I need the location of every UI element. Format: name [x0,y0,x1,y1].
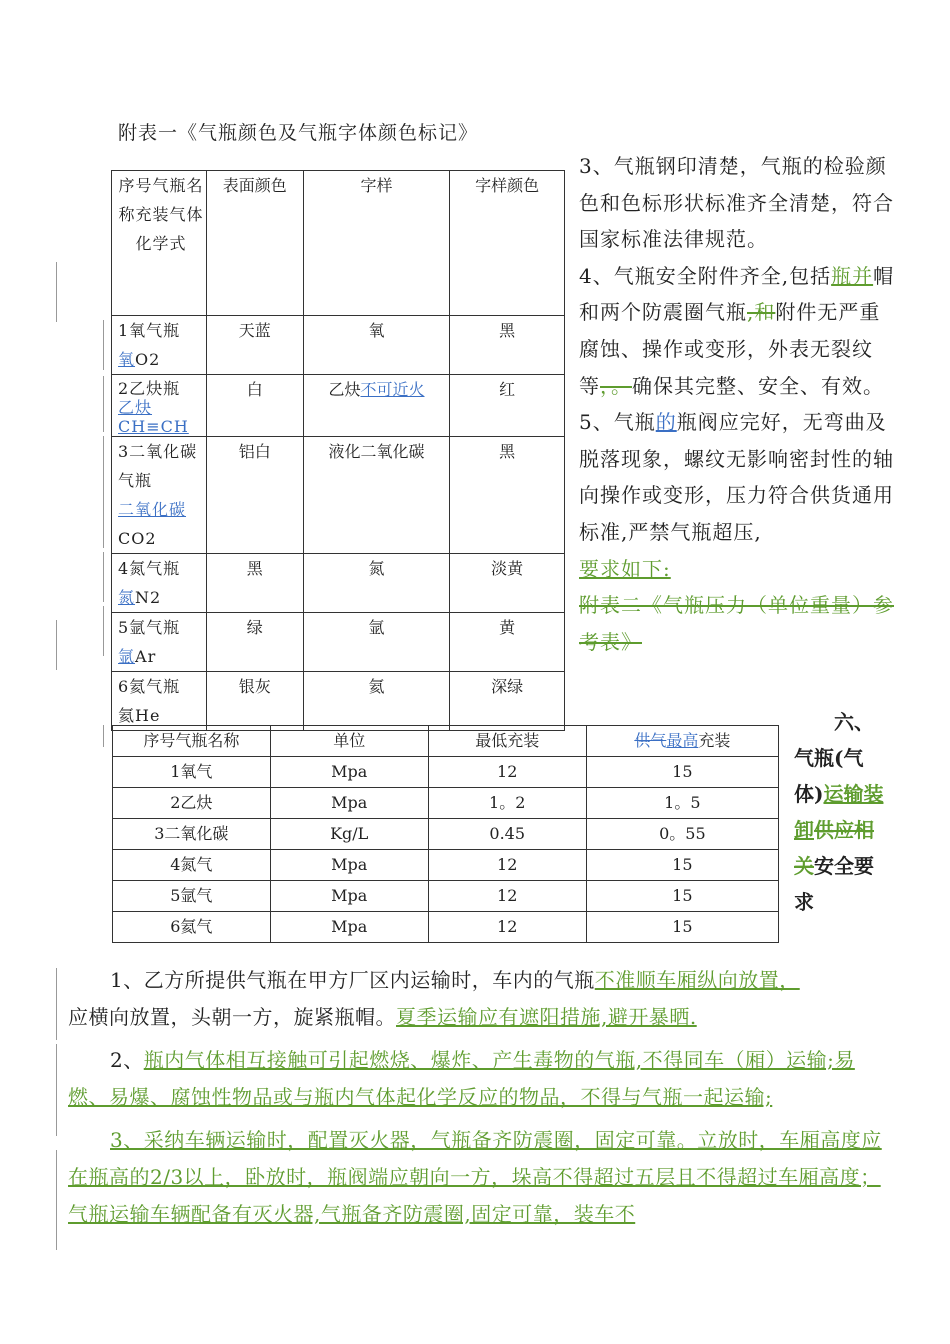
paragraph-5 [579,404,899,660]
text-run: 确保其完整、安全、有效。 [632,373,884,398]
table-cell: Mpa [270,912,428,943]
surface-color-cell: 白 [206,375,303,437]
table-row [112,375,565,437]
deleted-text: 附表二《气瓶压力（单位重量）参考表》 [579,593,894,654]
heading-text: 气瓶(气体) [794,746,864,806]
cylinder-name-cell [112,613,207,672]
surface-color-cell: 绿 [206,613,303,672]
cylinder-name: 2乙炔瓶 [118,379,181,398]
table-row [113,850,779,881]
text-run: 充装 [698,731,731,750]
inserted-text: 瓶并 [831,263,874,288]
table-cell: 4氮气 [113,850,271,881]
text-run: 附件无严重腐蚀、操作或变形，外表无裂纹等 [579,300,881,398]
cylinder-name-cell [112,672,207,731]
table-cell: Kg/L [270,819,428,850]
cylinder-name-cell [112,375,207,437]
lettering-color-cell: 黑 [450,437,565,554]
text-run: 1、乙方所提供气瓶在甲方厂区内运输时，车内的气瓶 [110,968,595,992]
deleted-text: 供气 [634,731,667,750]
surface-color-cell: 天蓝 [206,316,303,375]
chemical-formula: Ar [135,647,157,666]
revision-bar [103,436,104,548]
table-header-row [112,171,565,316]
inserted-text: 不准顺车厢纵向放置， [594,968,800,992]
table-row [113,788,779,819]
cylinder-name: 5氩气瓶 [118,618,181,637]
lettering-cell: 氧 [303,316,450,375]
table-row [113,881,779,912]
body-paragraph-3: 3、采纳车辆运输时，配置灭火器，气瓶备齐防震圈，固定可靠。立放时，车厢高度应在瓶高的2/3以上，卧放时，瓶阀端应朝向一方，垛高不得超过五层且不得超过车厢高度；气瓶运输车辆配备有灭火器,气瓶备齐防震圈,固定可靠，装车不 [68,1128,882,1226]
revision-bar [56,262,57,322]
table-cell: 1。2 [428,788,586,819]
table-cell: 2乙炔 [113,788,271,819]
lettering-cell: 液化二氧化碳 [303,437,450,554]
cylinder-name: 6氦气瓶 [118,677,181,696]
deleted-text: ，。 [600,373,632,398]
table-cell: 1。5 [586,788,778,819]
chemical-formula: CH≡CH [118,417,189,436]
chemical-formula: CO2 [118,529,157,548]
table-cell: Mpa [270,850,428,881]
header-cell: 序号气瓶名称充装气体化学式 [112,171,207,316]
lettering-cell: 氦 [303,672,450,731]
table-cell: Mpa [270,757,428,788]
table-row [112,316,565,375]
table-row [113,819,779,850]
text-run: 2、 [110,1048,144,1072]
inserted-text: 不可近火 [360,380,425,399]
table-cell: 12 [428,757,586,788]
lettering-color-cell: 黑 [450,316,565,375]
inserted-text: 运输装卸 [794,782,884,842]
chemical-formula: 氦He [118,706,161,725]
revision-bar [103,725,104,747]
table-header-row [113,726,779,757]
lettering-cell: 氮 [303,554,450,613]
paragraph-3: 3、气瓶钢印清楚，气瓶的检验颜色和色标形状标准齐全清楚，符合国家标准法律规范。 [579,154,894,252]
table-row [112,672,565,731]
cylinder-name-cell [112,316,207,375]
header-cell: 字样 [303,171,450,316]
page-title: 附表一《气瓶颜色及气瓶字体颜色标记》 [118,122,479,144]
text-run: 4、气瓶安全附件齐全,包括 [579,263,832,288]
text-run: 5、气瓶 [579,410,656,435]
inserted-text: 瓶内气体相互接触可引起燃烧、爆炸、产生毒物的气瓶,不得同车（厢）运输;易燃、易爆、腐蚀性物品或与瓶内气体起化学反应的物品，不得与气瓶一起运输; [68,1048,855,1109]
revision-bar [103,606,104,656]
cylinder-name: 4氮气瓶 [118,559,181,578]
table-row [113,757,779,788]
lettering-color-cell: 深绿 [450,672,565,731]
body-text [68,962,886,1239]
cylinder-name-cell [112,437,207,554]
surface-color-cell: 银灰 [206,672,303,731]
table-cell: 15 [586,757,778,788]
body-paragraph-2 [68,1042,886,1116]
table-cell: 5氩气 [113,881,271,912]
text-run: 帽和两个防震圈气瓶 [579,263,895,325]
inserted-text: 二氧化碳 [118,500,187,519]
table-cell: 12 [428,881,586,912]
header-cell: 表面颜色 [206,171,303,316]
header-cell: 最低充装 [428,726,586,757]
right-column-text [579,148,899,660]
table-cell: Mpa [270,788,428,819]
surface-color-cell: 铝白 [206,437,303,554]
cylinder-name: 3二氧化碳气瓶 [118,442,198,490]
lettering-color-cell: 淡黄 [450,554,565,613]
lettering-color-cell: 红 [450,375,565,437]
table-cell: 1氧气 [113,757,271,788]
revision-bar [56,1044,57,1136]
body-paragraph-1 [68,962,886,1036]
cylinder-name: 1氧气瓶 [118,321,181,340]
table-cell: 0。55 [586,819,778,850]
inserted-text: 夏季运输应有遮阳措施,避开暴晒. [396,1005,697,1029]
header-cell: 单位 [270,726,428,757]
lettering-text: 乙炔 [328,380,361,399]
table-row [113,912,779,943]
revision-bar [103,376,104,432]
surface-color-cell: 黑 [206,554,303,613]
gas-pressure-table [112,725,779,943]
table-cell: Mpa [270,881,428,912]
inserted-text: 的 [655,410,677,435]
inserted-text: 要求如下: [579,556,671,581]
gas-cylinder-color-table [111,170,565,731]
inserted-text: 氮 [118,588,136,607]
text-run: 应横向放置，头朝一方，旋紧瓶帽。 [68,1005,396,1029]
section-6-heading [794,704,884,920]
header-cell [586,726,778,757]
chemical-formula: O2 [135,350,161,369]
lettering-cell [303,375,450,437]
chemical-formula: N2 [135,588,162,607]
deleted-text: ,和 [747,300,776,325]
revision-bar [56,968,57,1040]
table-cell: 15 [586,850,778,881]
table-cell: 12 [428,912,586,943]
paragraph-4 [579,258,899,404]
cylinder-name-cell [112,554,207,613]
revision-bar [56,620,57,670]
lettering-color-cell: 黄 [450,613,565,672]
lettering-cell: 氩 [303,613,450,672]
deleted-text: 供应相关 [794,818,874,878]
table-cell: 0.45 [428,819,586,850]
table-row [112,554,565,613]
table-cell: 3二氧化碳 [113,819,271,850]
inserted-text: 氧 [118,350,136,369]
table-cell: 15 [586,881,778,912]
inserted-text: 乙炔 [118,398,153,417]
inserted-text: 最高 [666,731,699,750]
header-cell: 序号气瓶名称 [113,726,271,757]
table-cell: 12 [428,850,586,881]
revision-bar [103,320,104,370]
header-cell: 字样颜色 [450,171,565,316]
heading-text: 安全要求 [794,854,874,914]
table-row [112,613,565,672]
revision-bar [103,552,104,602]
revision-bar [56,1150,57,1250]
inserted-text: 氩 [118,647,136,666]
table-cell: 15 [586,912,778,943]
table-row [112,437,565,554]
section-number: 六、 [834,710,874,734]
table-cell: 6氦气 [113,912,271,943]
text-run: 瓶阀应完好，无弯曲及脱落现象，螺纹无影响密封性的轴向操作或变形，压力符合供货通用标准,严禁气瓶超压, [579,410,894,544]
